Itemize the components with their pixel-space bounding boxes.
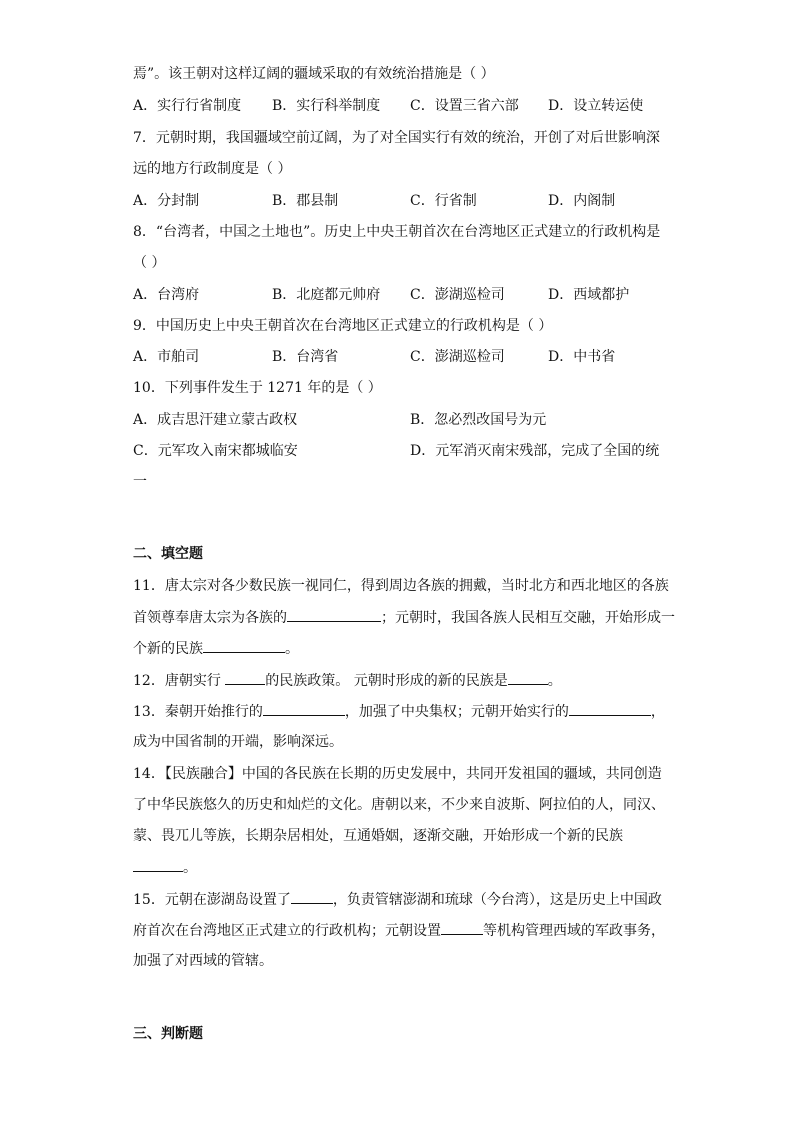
q11-text-d: 。	[285, 641, 299, 657]
q15-text-c: 府首次在台湾地区正式建立的行政机构；元朝设置	[133, 923, 441, 939]
q15-line2	[133, 920, 665, 941]
q12-text-c: 。	[547, 673, 562, 689]
q11-line2	[133, 607, 675, 628]
q15-text-a: 15．元朝在澎湖岛设置了	[133, 892, 291, 908]
q8-option-d[interactable]: D．西域都护	[548, 287, 630, 303]
q15-line1	[133, 889, 662, 910]
q9-option-c[interactable]: C．澎湖巡检司	[410, 349, 505, 365]
q9-stem: 9．中国历史上中央王朝首次在台湾地区正式建立的行政机构是（ ）	[133, 318, 553, 334]
q6-continuation: 焉”。该王朝对这样辽阔的疆域采取的有效统治措施是（ ）	[133, 66, 495, 82]
q7-option-d[interactable]: D．内阁制	[548, 193, 616, 209]
q10-option-b[interactable]: B．忽必烈改国号为元	[410, 412, 547, 428]
q10-option-d[interactable]: D．元军消灭南宋残部，完成了全国的统	[410, 443, 660, 459]
q8-option-c[interactable]: C．澎湖巡检司	[410, 287, 505, 303]
q10-option-a[interactable]: A．成吉思汗建立蒙古政权	[133, 412, 298, 428]
section-fill-in-heading: 二、填空题	[133, 546, 203, 562]
q14-line1: 14．【民族融合】中国的各民族在长期的历史发展中，共同开发祖国的疆域，共同创造	[133, 766, 662, 782]
q6-option-b[interactable]: B．实行科举制度	[272, 98, 381, 114]
q11-line1: 11．唐太宗对各少数民族一视同仁，得到周边各族的拥戴，当时北方和西北地区的各族	[133, 578, 669, 594]
q7-option-b[interactable]: B．郡县制	[272, 193, 339, 209]
q13-text-c: ，	[650, 704, 665, 720]
q6-option-d[interactable]: D．设立转运使	[548, 98, 644, 114]
q11-line3	[133, 638, 299, 659]
q12-text-a: 12．唐朝实行	[133, 673, 226, 689]
q8-option-a[interactable]: A．台湾府	[133, 287, 200, 303]
q15-blank-2[interactable]	[441, 920, 483, 935]
q11-blank-2[interactable]	[203, 638, 285, 653]
q13-text-b: ，加强了中央集权；元朝开始实行的	[344, 704, 569, 720]
q14-line3: 蒙、畏兀儿等族，长期杂居相处，互通婚姻，逐渐交融，开始形成一个新的民族	[133, 828, 623, 844]
q14-text-end: 。	[183, 860, 197, 876]
q9-option-d[interactable]: D．中书省	[548, 349, 616, 365]
q15-blank-1[interactable]	[291, 889, 333, 904]
q12-blank-2[interactable]	[508, 670, 548, 685]
q9-option-a[interactable]: A．市舶司	[133, 349, 200, 365]
q6-option-c[interactable]: C．设置三省六部	[410, 98, 519, 114]
q7-option-c[interactable]: C．行省制	[410, 193, 477, 209]
q6-option-a[interactable]: A．实行行省制度	[133, 98, 242, 114]
q15-text-b: ，负责管辖澎湖和琉球（今台湾），这是历史上中国政	[332, 892, 662, 908]
q13-text-a: 13．秦朝开始推行的	[133, 704, 263, 720]
q13-blank-1[interactable]	[263, 701, 345, 716]
q10-option-c[interactable]: C．元军攻入南宋都城临安	[133, 443, 298, 459]
q8-stem-line2: （ ）	[133, 255, 166, 271]
q12-blank-1[interactable]	[225, 670, 265, 685]
q7-stem-line1: 7．元朝时期，我国疆域空前辽阔，为了对全国实行有效的统治，开创了对后世影响深	[133, 130, 660, 146]
q14-line4	[133, 857, 197, 878]
q11-text-b: ；元朝时，我国各族人民相互交融，开始形成一	[381, 610, 675, 626]
q12-line	[133, 670, 562, 691]
section-true-false-heading: 三、判断题	[133, 1026, 203, 1042]
q15-line3: 加强了对西域的管辖。	[133, 953, 273, 969]
q9-option-b[interactable]: B．台湾省	[272, 349, 339, 365]
q11-blank-1[interactable]	[287, 607, 381, 622]
q10-option-d-wrap: 一	[133, 474, 147, 490]
q11-text-c: 个新的民族	[133, 641, 203, 657]
q10-stem: 10．下列事件发生于 1271 年的是（ ）	[133, 380, 382, 396]
q13-blank-2[interactable]	[569, 701, 651, 716]
q13-line2: 成为中国省制的开端，影响深远。	[133, 734, 343, 750]
q7-stem-line2: 远的地方行政制度是（ ）	[133, 161, 292, 177]
q8-stem-line1: 8．“台湾者，中国之土地也”。历史上中央王朝首次在台湾地区正式建立的行政机构是	[133, 224, 661, 240]
q8-option-b[interactable]: B．北庭都元帅府	[272, 287, 381, 303]
q7-option-a[interactable]: A．分封制	[133, 193, 200, 209]
q13-line1	[133, 701, 665, 722]
q14-blank[interactable]	[133, 857, 183, 872]
q14-line2: 了中华民族悠久的历史和灿烂的文化。唐朝以来，不少来自波斯、阿拉伯的人，同汉、	[133, 797, 665, 813]
q12-text-b: 的民族政策。 元朝时形成的新的民族是	[265, 673, 508, 689]
q11-text-a: 首领尊奉唐太宗为各族的	[133, 610, 287, 626]
q15-text-d: 等机构管理西域的军政事务，	[483, 923, 665, 939]
